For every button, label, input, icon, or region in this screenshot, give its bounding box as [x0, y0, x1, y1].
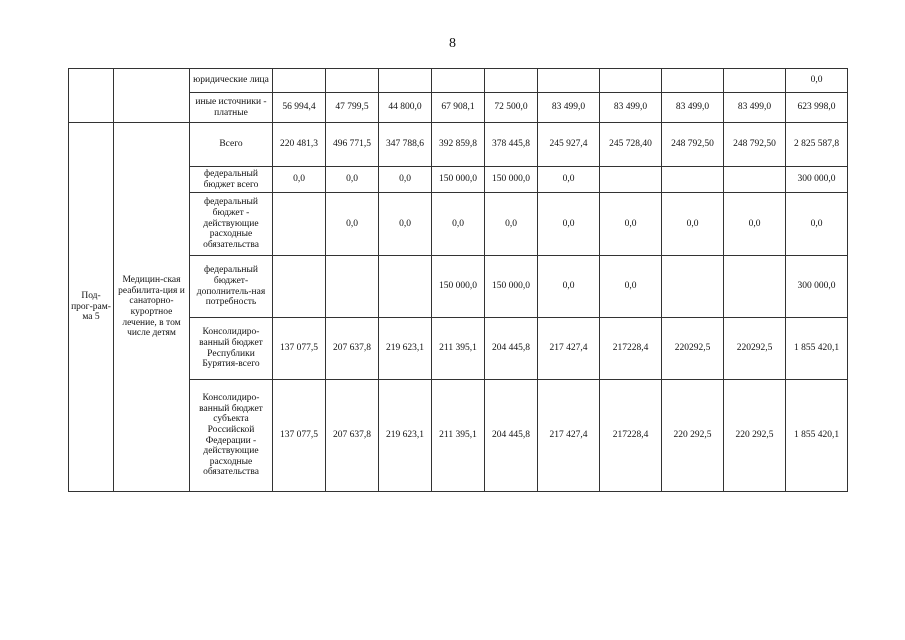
table-row	[69, 123, 848, 167]
table-cell: 204 445,8	[485, 318, 538, 380]
table-cell	[485, 69, 538, 93]
table-cell: 44 800,0	[379, 93, 432, 123]
table-cell: 300 000,0	[786, 167, 848, 193]
table-cell: 245 927,4	[538, 123, 600, 167]
table-cell: 83 499,0	[724, 93, 786, 123]
table-cell	[662, 256, 724, 318]
table-cell: 2 825 587,8	[786, 123, 848, 167]
table-cell: 137 077,5	[273, 318, 326, 380]
table-cell	[379, 256, 432, 318]
subprogram-label: Под-прог-рам-ма 5	[69, 123, 114, 492]
table-row	[69, 69, 848, 93]
table-cell: 0,0	[326, 167, 379, 193]
budget-table-body	[69, 69, 848, 492]
table-cell: 211 395,1	[432, 380, 485, 492]
table-cell	[662, 69, 724, 93]
table-cell: 150 000,0	[485, 167, 538, 193]
table-cell: 217 427,4	[538, 318, 600, 380]
table-cell: 219 623,1	[379, 380, 432, 492]
table-cell: 47 799,5	[326, 93, 379, 123]
table-cell: 219 623,1	[379, 318, 432, 380]
table-cell: 392 859,8	[432, 123, 485, 167]
table-cell: 0,0	[485, 193, 538, 256]
table-cell: 0,0	[538, 167, 600, 193]
funding-source: федеральный бюджет всего	[190, 167, 273, 193]
table-cell: 217228,4	[600, 318, 662, 380]
table-cell: 83 499,0	[600, 93, 662, 123]
table-cell: 0,0	[379, 193, 432, 256]
table-cell: 0,0	[538, 256, 600, 318]
table-cell: 211 395,1	[432, 318, 485, 380]
subprogram-cell-empty	[69, 69, 114, 123]
table-cell: 0,0	[600, 256, 662, 318]
table-cell: 220 292,5	[724, 380, 786, 492]
subprogram-name: Медицин-ская реабилита-ция и санаторно-курортное лечение, в том числе детям	[114, 123, 190, 492]
table-cell: 56 994,4	[273, 93, 326, 123]
table-cell	[600, 69, 662, 93]
table-cell: 217 427,4	[538, 380, 600, 492]
funding-source: иные источники - платные	[190, 93, 273, 123]
table-cell	[379, 69, 432, 93]
table-cell: 0,0	[724, 193, 786, 256]
table-cell: 83 499,0	[538, 93, 600, 123]
funding-source: Консолидиро-ванный бюджет Республики Бурятия-всего	[190, 318, 273, 380]
funding-source: федеральный бюджет-дополнитель-ная потребность	[190, 256, 273, 318]
table-cell: 83 499,0	[662, 93, 724, 123]
table-cell	[724, 167, 786, 193]
budget-table	[68, 68, 848, 492]
table-cell: 1 855 420,1	[786, 318, 848, 380]
table-cell: 0,0	[662, 193, 724, 256]
table-cell: 0,0	[786, 69, 848, 93]
table-cell: 248 792,50	[724, 123, 786, 167]
table-cell: 0,0	[379, 167, 432, 193]
table-cell: 496 771,5	[326, 123, 379, 167]
table-cell: 207 637,8	[326, 318, 379, 380]
table-cell: 220292,5	[662, 318, 724, 380]
table-cell	[273, 193, 326, 256]
funding-source: Всего	[190, 123, 273, 167]
table-cell: 217228,4	[600, 380, 662, 492]
table-cell	[724, 256, 786, 318]
table-cell	[600, 167, 662, 193]
table-cell: 67 908,1	[432, 93, 485, 123]
subprogram-name-cell-empty	[114, 69, 190, 123]
table-cell: 1 855 420,1	[786, 380, 848, 492]
table-cell: 623 998,0	[786, 93, 848, 123]
table-cell	[326, 69, 379, 93]
table-cell: 0,0	[786, 193, 848, 256]
table-cell	[662, 167, 724, 193]
table-cell: 245 728,40	[600, 123, 662, 167]
table-cell: 150 000,0	[485, 256, 538, 318]
table-cell: 220 292,5	[662, 380, 724, 492]
table-cell: 204 445,8	[485, 380, 538, 492]
table-cell	[432, 69, 485, 93]
table-cell: 207 637,8	[326, 380, 379, 492]
table-cell	[273, 69, 326, 93]
table-cell: 0,0	[538, 193, 600, 256]
page-number: 8	[449, 36, 456, 51]
funding-source: Консолидиро-ванный бюджет субъекта Российской Федерации - действующие расходные обязательства	[190, 380, 273, 492]
table-cell	[273, 256, 326, 318]
table-cell: 378 445,8	[485, 123, 538, 167]
funding-source: юридические лица	[190, 69, 273, 93]
table-cell: 150 000,0	[432, 256, 485, 318]
table-cell: 220 481,3	[273, 123, 326, 167]
table-cell: 300 000,0	[786, 256, 848, 318]
table-cell: 72 500,0	[485, 93, 538, 123]
table-cell: 220292,5	[724, 318, 786, 380]
table-cell	[538, 69, 600, 93]
table-cell: 0,0	[273, 167, 326, 193]
table-cell: 150 000,0	[432, 167, 485, 193]
table-cell: 248 792,50	[662, 123, 724, 167]
funding-source: федеральный бюджет - действующие расходные обязательства	[190, 193, 273, 256]
table-cell: 0,0	[326, 193, 379, 256]
table-cell: 137 077,5	[273, 380, 326, 492]
table-cell	[724, 69, 786, 93]
table-cell: 0,0	[432, 193, 485, 256]
table-cell: 347 788,6	[379, 123, 432, 167]
table-cell: 0,0	[600, 193, 662, 256]
table-cell	[326, 256, 379, 318]
